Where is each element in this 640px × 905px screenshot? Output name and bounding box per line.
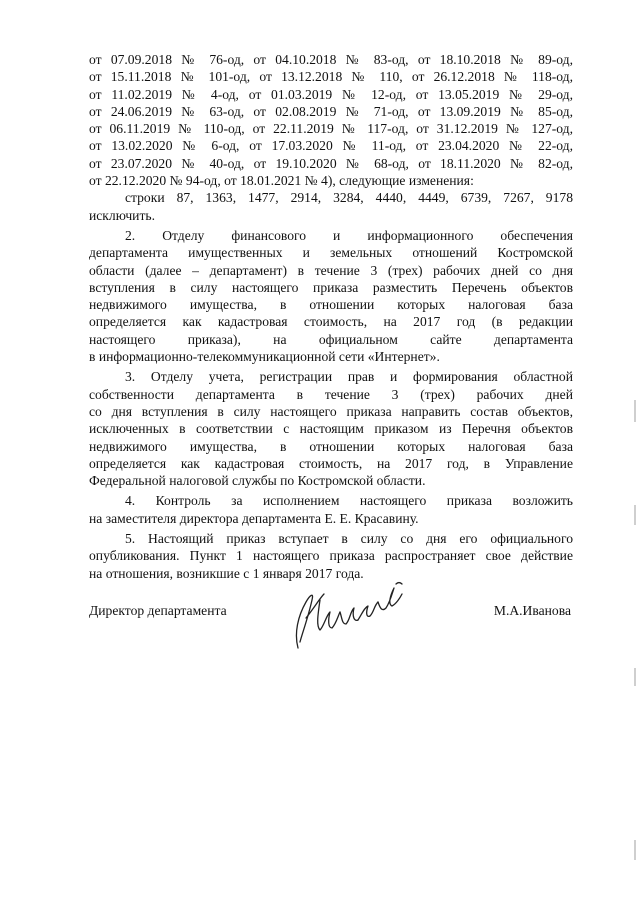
paragraph-2-line: департамента имущественных и земельных отношений Костромской	[89, 245, 573, 261]
text-line: исключить.	[89, 207, 155, 223]
paragraph-2-line: вступления в силу настоящего приказа разместить Перечень объектов	[89, 279, 573, 295]
paragraph-2-line: 2. Отделу финансового и информационного обеспечения	[125, 227, 573, 243]
paragraph-3-line: Федеральной налоговой службы по Костромской области.	[89, 473, 426, 489]
handwritten-signature	[284, 578, 414, 653]
paragraph-2-line: настоящего приказа), на официальном сайте департамента	[89, 331, 573, 347]
text-line: от 13.02.2020 № 6-од, от 17.03.2020 № 11-од, от 23.04.2020 № 22-од,	[89, 138, 573, 154]
text-line: от 11.02.2019 № 4-од, от 01.03.2019 № 12-од, от 13.05.2019 № 29-од,	[89, 86, 573, 102]
paragraph-2-line: определяется как кадастровая стоимость, на 2017 год (в редакции	[89, 314, 573, 330]
text-line: от 15.11.2018 № 101-од, от 13.12.2018 № 110, от 26.12.2018 № 118-од,	[89, 69, 573, 85]
paragraph-3-line: определяется как кадастровая стоимость, на 2017 год, в Управление	[89, 455, 573, 471]
paragraph-5-line: опубликования. Пункт 1 настоящего приказа распространяет свое действие	[89, 548, 573, 564]
document-body	[89, 51, 573, 582]
scan-edge-mark	[634, 505, 636, 525]
text-line: от 06.11.2019 № 110-од, от 22.11.2019 № 117-од, от 31.12.2019 № 127-од,	[89, 121, 573, 137]
signatory-name: М.А.Иванова	[493, 603, 571, 618]
paragraph-3-line: недвижимого имущества, в отношении которых налоговая база	[89, 438, 573, 454]
paragraph-4-line: на заместителя директора департамента Е. Е. Красавину.	[89, 510, 419, 526]
paragraph-5-line: на отношения, возникшие с 1 января 2017 года.	[89, 565, 364, 581]
text-line: от 24.06.2019 № 63-од, от 02.08.2019 № 71-од, от 13.09.2019 № 85-од,	[89, 103, 573, 119]
paragraph-3-line: исключенных в соответствии с настоящим приказом из Перечня объектов	[89, 421, 573, 437]
paragraph-3-line: 3. Отделу учета, регистрации прав и формирования областной	[125, 369, 573, 385]
paragraph-3-line: собственности департамента в течение 3 (трех) рабочих дней	[89, 386, 573, 402]
paragraph-3-line: со дня вступления в силу настоящего приказа направить состав объектов,	[89, 403, 573, 419]
paragraph-2-line: в информационно-телекоммуникационной сети «Интернет».	[89, 349, 440, 365]
text-line: строки 87, 1363, 1477, 2914, 3284, 4440, 4449, 6739, 7267, 9178	[125, 190, 573, 206]
text-line: от 22.12.2020 № 94-од, от 18.01.2021 № 4), следующие изменения:	[89, 173, 474, 189]
scan-edge-mark	[634, 668, 636, 686]
text-line: от 07.09.2018 № 76-од, от 04.10.2018 № 83-од, от 18.10.2018 № 89-од,	[89, 52, 573, 67]
paragraph-2-line: недвижимого имущества, в отношении которых налоговая база	[89, 297, 573, 313]
paragraph-2-line: области (далее – департамент) в течение 3 (трех) рабочих дней со дня	[89, 262, 573, 278]
text-line: от 23.07.2020 № 40-од, от 19.10.2020 № 68-од, от 18.11.2020 № 82-од,	[89, 155, 573, 171]
signatory-position: Директор департамента	[89, 603, 227, 618]
scan-edge-mark	[634, 400, 636, 422]
paragraph-5-line: 5. Настоящий приказ вступает в силу со дня его официального	[125, 531, 573, 547]
scan-edge-mark	[634, 840, 636, 860]
paragraph-4-line: 4. Контроль за исполнением настоящего приказа возложить	[125, 493, 573, 509]
